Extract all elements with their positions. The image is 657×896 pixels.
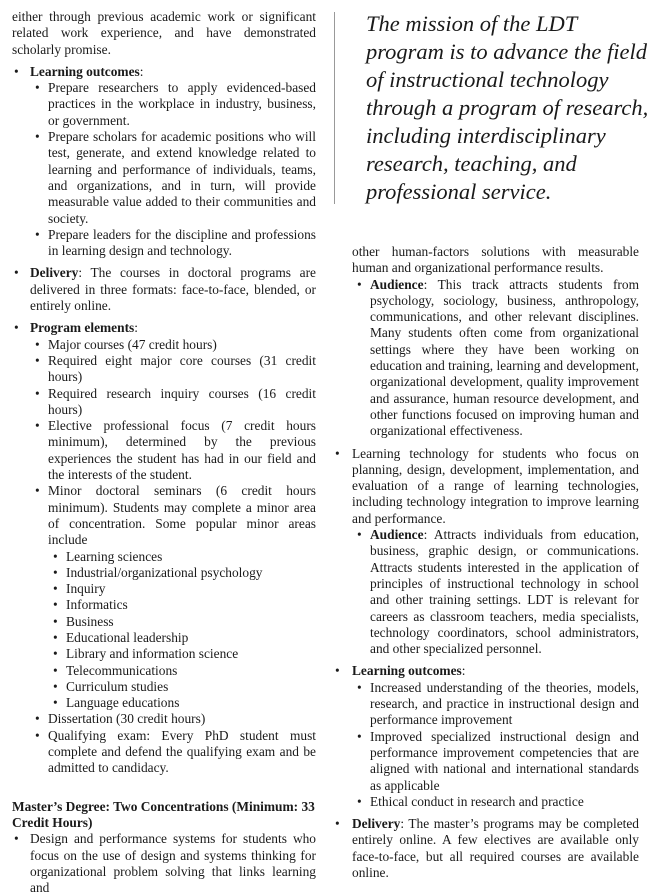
minor-area: • Educational leadership [48,630,316,646]
list-item: • Required research inquiry courses (16 credit hours) [30,386,316,419]
item-text: : This track attracts students from psychology, sociology, business, anthropology, communications, and other relevant disciplines. Many students often come from organizational settings where they have been working on education and training, learning and development, organizational development, quality improvement and assurance, human resource development, and other functions focused on improving human and organizational effectiveness. [370,276,639,439]
left-column [12,9,316,896]
minor-area: • Language educations [48,695,316,711]
list-item: • Dissertation (30 credit hours) [30,711,316,727]
minor-area: • Learning sciences [48,549,316,565]
item-label: Learning outcomes [352,663,462,679]
list-item: • Major courses (47 credit hours) [30,337,316,353]
item-label: Program elements [30,320,135,336]
minor-area: • Curriculum studies [48,679,316,695]
pull-quote: The mission of the LDT program is to advance the field of instructional technology through a program of research, including interdisciplinary research, teaching, and professional service. [366,11,649,204]
minor-area: • Inquiry [48,581,316,597]
minor-area: • Industrial/organizational psychology [48,565,316,581]
item-text: : The master’s programs may be completed entirely online. A few electives are available only face-to-face, but all required courses are available online. [352,816,639,880]
item-text: : Attracts individuals from education, business, graphic design, or communications. Attracts students interested in the application of principles of instructional technology in school and other training settings. LDT is relevant for careers as classroom teachers, media specialists, technology coordinators, school administrators, and other specialized personnel. [370,527,639,657]
masters-heading: Master’s Degree: Two Concentrations (Minimum: 33 Credit Hours) [12,798,315,830]
list-item: • Ethical conduct in research and practice [352,794,639,810]
intro-paragraph: either through previous academic work or significant related work experience, and have demonstrated scholarly promise. [12,9,316,57]
delivery-item [12,265,316,314]
learning-outcomes-item: • Learning outcomes: • Prepare researchers to apply evidenced-based practices in the workplace in industry, business, or government. • Prepare scholars for academic positions who will test, generate, and extend knowledge related to learning and performance of individuals, teams, and organizations, and in turn, will provide measurable value added to their communities and society. • Prepare leaders for the discipline and professions in learning design and technology. [12,64,316,260]
learning-technology-item [343,446,639,658]
item-label: Audience [370,276,424,292]
minor-area: • Library and information science [48,646,316,662]
item-text: Minor doctoral seminars (6 credit hours minimum). Students may complete a minor area of concentration. Some popular minor areas include [48,483,316,548]
minor-area: • Business [48,614,316,630]
list-item: • Increased understanding of the theories, models, research, and practice in instructional design and performance improvement [352,680,639,729]
pull-quote-rule [334,12,335,204]
item-label: Audience [370,527,424,543]
list-item: • Elective professional focus (7 credit hours minimum), determined by the previous experiences the student has had in our field and the interests of the student. [30,418,316,483]
audience-item [352,527,639,657]
minor-area: • Informatics [48,597,316,613]
list-item: • Qualifying exam: Every PhD student must complete and defend the qualifying exam and be admitted to candidacy. [30,728,316,777]
item-label: Delivery [352,816,401,832]
minor-seminars-item [30,483,316,711]
list-item: • Prepare scholars for academic positions who will test, generate, and extend knowledge related to learning and performance of individuals, teams, and organizations, and in turn, will provide measurable value added to their communities and society. [30,129,316,227]
minor-area: • Telecommunications [48,663,316,679]
item-label: Learning outcomes [30,63,140,79]
list-item: • Prepare researchers to apply evidenced-based practices in the workplace in industry, business, or government. [30,80,316,129]
audience-item [352,277,639,440]
list-item: • Prepare leaders for the discipline and professions in learning design and technology. [30,227,316,260]
list-item: • Improved specialized instructional design and performance improvement competencies that are aligned with national and international standards as applicable [352,729,639,794]
item-text: : The courses in doctoral programs are delivered in three formats: face-to-face, blended, or entirely online. [30,265,316,314]
right-column [343,244,639,881]
item-text: Learning technology for students who focus on planning, design, development, implementation, and evaluation of a range of learning technologies, including technology integration to improve learning and performance. [352,445,639,526]
program-elements-item: • Program elements: • Major courses (47 credit hours) • Required eight major core courses (31 credit hours) • Required research inquiry courses (16 credit hours) • Elective professional focus (7 credit hours minimum), determined by the previous experiences the student has had in our field and the interests of the student. • Minor doctoral seminars (6 credit hours minimum). Students may complete a minor area of concentration. Some popular minor areas include • Learning sciences • Industrial/organizational psychology • Inquiry • Informatics • Business • Educational leadership • Library and information science • Telecommunications • Curriculum studies • Language educations • Dissertation (30 credit hours) • Qualifying exam: Every PhD student must complete and defend the qualifying exam and be admitted to candidacy. [12,320,316,776]
design-performance-item: • Design and performance systems for students who focus on the use of design and systems thinking for organizational problem solving that links learning and [12,831,316,896]
list-item: • Required eight major core courses (31 credit hours) [30,353,316,386]
item-label: Delivery [30,265,79,281]
delivery-item [343,816,639,881]
learning-outcomes-item: • Learning outcomes: • Increased understanding of the theories, models, research, and practice in instructional design and performance improvement • Improved specialized instructional design and performance improvement competencies that are aligned with national and international standards as applicable • Ethical conduct in research and practice [343,663,639,810]
continuation-paragraph: other human-factors solutions with measurable human and organizational performance results. [352,244,639,276]
